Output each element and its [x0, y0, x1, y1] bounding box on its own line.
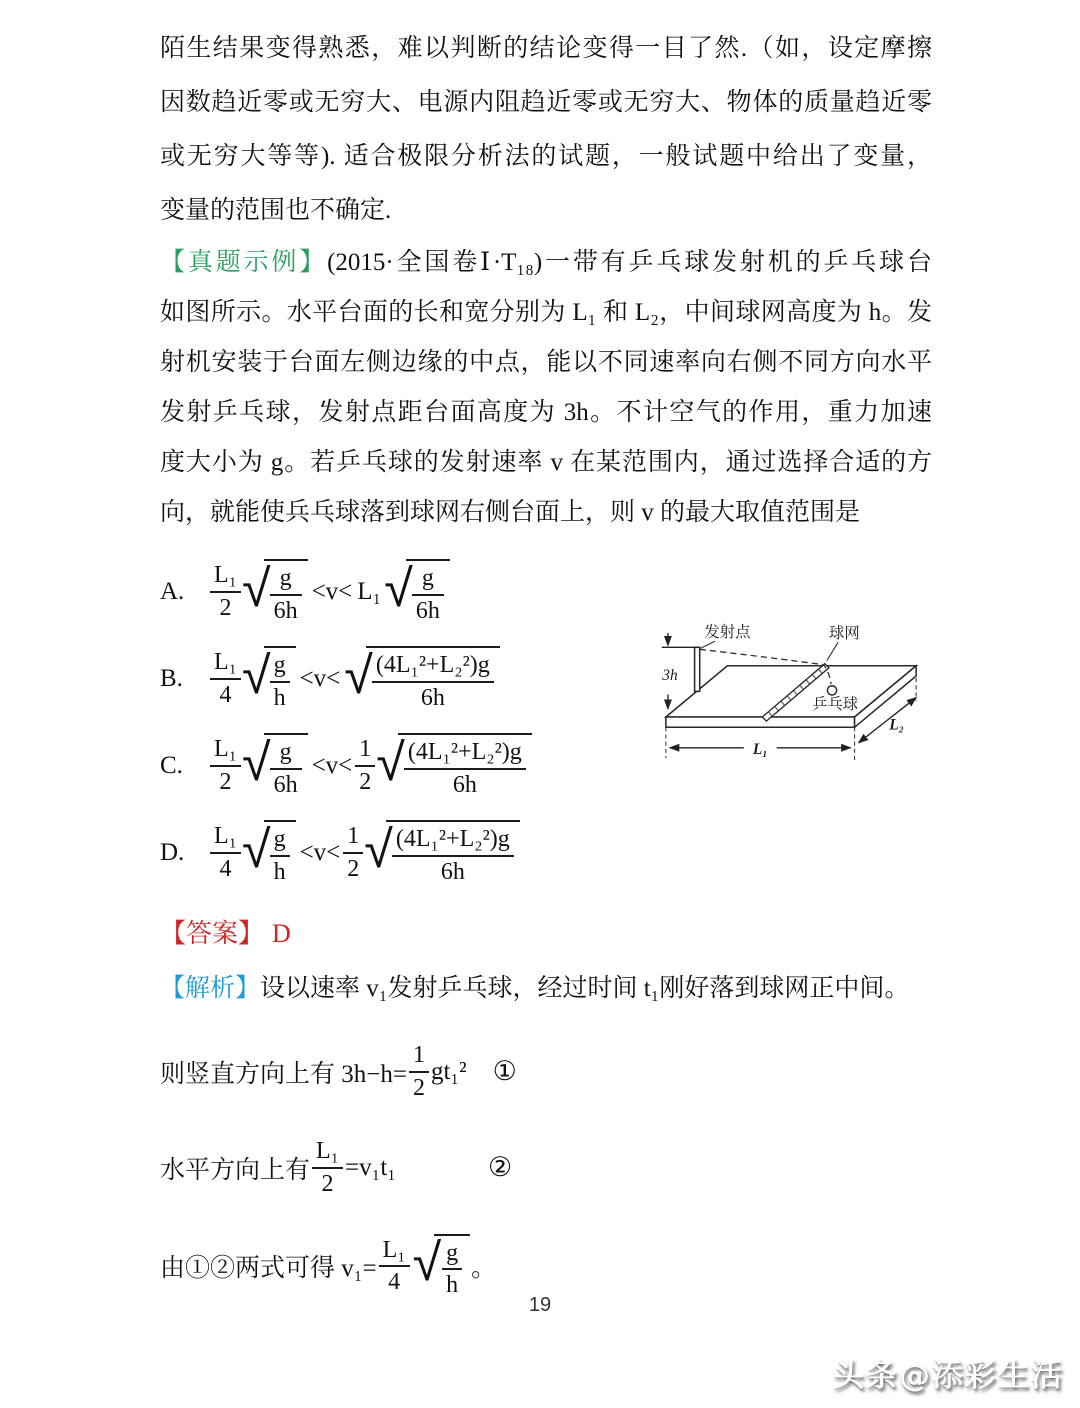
inequality: <v< — [311, 751, 353, 779]
answer-label: 【答案】 — [160, 919, 265, 948]
launch-point-leader — [701, 641, 715, 648]
example-line-3: 射机安装于台面左侧边缘的中点，能以不同速率向右侧不同方向水平 — [160, 349, 932, 376]
fraction: $\frac{1}{2}$ — [409, 1042, 429, 1102]
inequality: <v< — [299, 838, 341, 866]
analysis-label: 【解析】 — [160, 975, 261, 1002]
fraction: $\frac{\text{L₁}}{2}$ — [210, 736, 241, 796]
coefficient: L₁ — [357, 577, 382, 605]
example-label: 【真题示例】 — [160, 249, 328, 276]
inequality: <v< — [299, 664, 341, 692]
answer-line — [160, 912, 932, 956]
options-list — [160, 548, 630, 896]
fraction: $\frac{\text{L₁}}{2}$ — [210, 562, 241, 622]
equation-2-tag: ② — [488, 1152, 513, 1183]
example-text-1: (2015·全国卷Ⅰ·T₁₈)一带有乒乓球发射机的乒乓球台 — [327, 249, 932, 276]
inequality: <v< — [311, 577, 353, 605]
radical-expression: √ $\frac{g}{6h}$ — [242, 559, 308, 625]
radical-sign-icon: √ — [384, 558, 413, 619]
example-line-2: 如图所示。水平台面的长和宽分别为 L₁ 和 L₂，中间球网高度为 h。发 — [160, 299, 932, 326]
radical-sign-icon: √ — [242, 645, 271, 706]
option-c — [160, 722, 630, 809]
radical-expression: √ $\frac{g}{6h}$ — [242, 733, 308, 799]
intro-line-3: 或无穷大等等). 适合极限分析法的试题，一般试题中给出了变量， — [160, 143, 932, 170]
option-a — [160, 548, 630, 635]
equation-2 — [160, 1138, 932, 1198]
width-label: L₂ — [889, 716, 905, 734]
intro-line-1: 陌生结果变得熟悉，难以判断的结论变得一目了然.（如，设定摩擦 — [160, 35, 932, 62]
net-leader — [827, 642, 838, 660]
ball — [827, 686, 836, 695]
equation-3 — [160, 1234, 932, 1300]
intro-line-2: 因数趋近零或无穷大、电源内阻趋近零或无穷大、物体的质量趋近零 — [160, 89, 932, 116]
example-line-6: 向，就能使兵乓球落到球网右侧台面上，则 v 的最大取值范围是 — [160, 499, 861, 526]
length-label: L₁ — [752, 740, 768, 758]
radical-expression: √ $\frac{\text{(4L₁²+L₂²)g}}{6h}$ — [376, 733, 532, 799]
radical-sign-icon: √ — [242, 732, 271, 793]
option-c-letter: C. — [160, 751, 183, 779]
fraction: $\frac{\text{L₁}}{4}$ — [210, 823, 241, 883]
intro-paragraph — [160, 22, 932, 238]
fraction: $\frac{1}{2}$ — [355, 736, 375, 796]
radical-sign-icon: √ — [412, 1233, 442, 1294]
launch-point-label: 发射点 — [704, 624, 751, 642]
equation-1-tag: ① — [492, 1056, 517, 1087]
fraction: $\frac{\text{L₁}}{4}$ — [379, 1237, 410, 1297]
radical-expression: √ $\frac{\text{(4L₁²+L₂²)g}}{6h}$ — [344, 646, 500, 712]
radical-expression: √ $\frac{g}{h}$ — [413, 1234, 471, 1300]
launcher-pole — [695, 647, 700, 691]
table-diagram — [636, 596, 946, 896]
intro-line-4: 变量的范围也不确定. — [160, 197, 392, 224]
example-paragraph — [160, 238, 932, 538]
radical-sign-icon: √ — [344, 645, 373, 706]
radical-sign-icon: √ — [242, 819, 271, 880]
equation-1-suffix: gt₁² — [430, 1057, 467, 1085]
radical-expression: √ $\frac{g}{h}$ — [242, 820, 296, 886]
radical-expression: √ $\frac{g}{h}$ — [242, 646, 296, 712]
example-line-5: 度大小为 g。若乒乓球的发射速率 v 在某范围内，通过选择合适的方 — [160, 449, 932, 476]
height-label: 3h — [662, 667, 678, 685]
watermark: 头条@添彩生活 — [833, 1358, 1064, 1394]
example-line-1 — [160, 238, 932, 288]
analysis-line — [160, 964, 932, 1014]
equation-1-prefix: 则竖直方向上有 3h−h= — [160, 1060, 407, 1088]
net-label: 球网 — [828, 625, 860, 643]
example-line-4: 发射乒乓球，发射点距台面高度为 3h。不计空气的作用，重力加速 — [160, 399, 932, 426]
answer-value: D — [272, 919, 291, 948]
radical-sign-icon: √ — [376, 732, 405, 793]
table-diagram-svg — [636, 596, 946, 796]
option-b-letter: B. — [160, 664, 183, 692]
ball-label: 乒乓球 — [812, 695, 859, 713]
fraction: $\frac{\text{L₁}}{4}$ — [210, 649, 241, 709]
equation-2-prefix: 水平方向上有 — [160, 1156, 311, 1184]
analysis-text: 设以速率 v₁发射乒乓球，经过时间 t₁刚好落到球网正中间。 — [260, 975, 910, 1002]
equation-3-prefix: 由①②两式可得 v₁= — [160, 1255, 377, 1283]
page-number: 19 — [528, 1294, 552, 1316]
table-front-edge — [666, 717, 855, 727]
fraction: $\frac{1}{2}$ — [343, 823, 363, 883]
radical-expression: √ $\frac{\text{(4L₁²+L₂²)g}}{6h}$ — [364, 820, 520, 886]
equation-3-suffix: 。 — [471, 1255, 497, 1283]
question-options-region — [160, 548, 932, 896]
radical-sign-icon: √ — [364, 819, 393, 880]
option-b — [160, 635, 630, 722]
option-d — [160, 809, 630, 896]
fraction: $\frac{\text{L₁}}{2}$ — [312, 1138, 343, 1198]
radical-sign-icon: √ — [242, 558, 271, 619]
option-d-letter: D. — [160, 838, 185, 866]
option-a-letter: A. — [160, 577, 185, 605]
equation-1 — [160, 1042, 932, 1102]
equation-2-suffix: =v₁t₁ — [345, 1153, 397, 1181]
radical-expression: √ $\frac{g}{6h}$ — [384, 559, 450, 625]
table-top — [666, 666, 916, 717]
